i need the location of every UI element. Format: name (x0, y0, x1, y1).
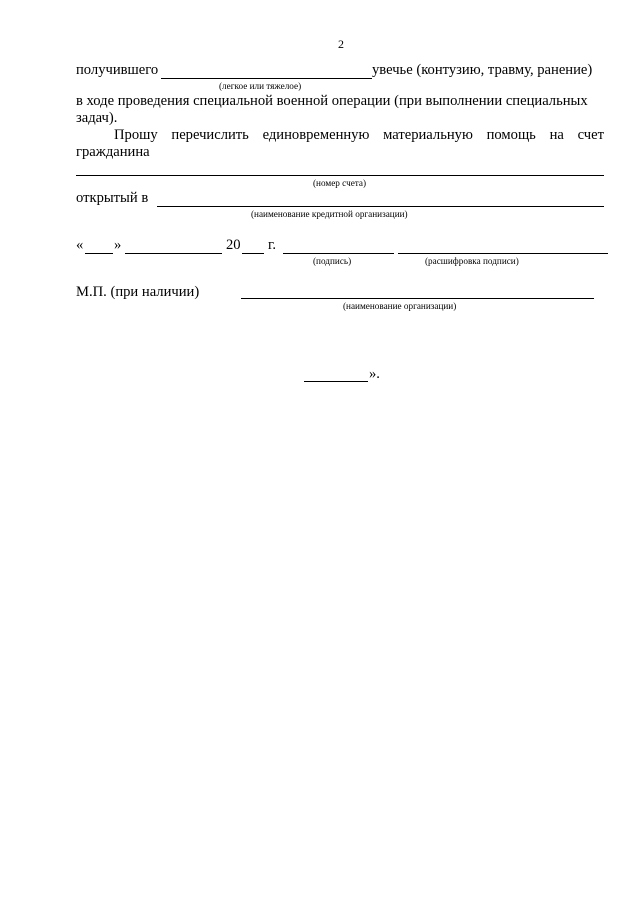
text-injury-phrase: увечье (контузию, травму, ранение) (372, 62, 593, 78)
page-number: 2 (338, 37, 344, 51)
blank-closing[interactable] (304, 381, 368, 382)
request-word: Прошу (114, 127, 158, 143)
quote-close: » (114, 237, 122, 253)
note-signature: (подпись) (313, 256, 352, 266)
text-year-suffix: г. (268, 237, 276, 253)
blank-account-number[interactable] (76, 175, 604, 176)
text-tasks-line: задач). (76, 110, 118, 126)
note-injury-type: (легкое или тяжелое) (219, 81, 302, 91)
request-word: счет (577, 127, 604, 143)
request-word: перечислить (171, 127, 249, 143)
text-request-line (114, 127, 604, 144)
text-citizen-word: гражданина (76, 144, 150, 160)
text-recipient-word: получившего (76, 62, 159, 78)
text-closing-quote: ». (369, 366, 380, 382)
text-operation-line: в ходе проведения специальной военной операции (при выполнении специальных (76, 93, 588, 109)
text-opened-in: открытый в (76, 190, 149, 206)
request-word: на (549, 127, 564, 143)
request-word: материальную (383, 127, 473, 143)
blank-signature[interactable] (283, 253, 394, 254)
blank-injury-type[interactable] (161, 78, 372, 79)
note-bank-name: (наименование кредитной организации) (251, 209, 408, 219)
blank-signature-decoding[interactable] (398, 253, 608, 254)
blank-month[interactable] (125, 253, 222, 254)
note-organization-name: (наименование организации) (343, 301, 457, 311)
blank-bank-name[interactable] (157, 206, 604, 207)
note-account-number: (номер счета) (313, 178, 367, 188)
request-word: помощь (486, 127, 536, 143)
text-stamp-place: М.П. (при наличии) (76, 284, 200, 300)
text-year-prefix: 20 (226, 237, 241, 253)
quote-open: « (76, 237, 84, 253)
blank-year[interactable] (242, 253, 264, 254)
blank-organization-name[interactable] (241, 298, 594, 299)
blank-day[interactable] (85, 253, 113, 254)
note-signature-decoding: (расшифровка подписи) (425, 256, 519, 266)
request-word: единовременную (262, 127, 370, 143)
